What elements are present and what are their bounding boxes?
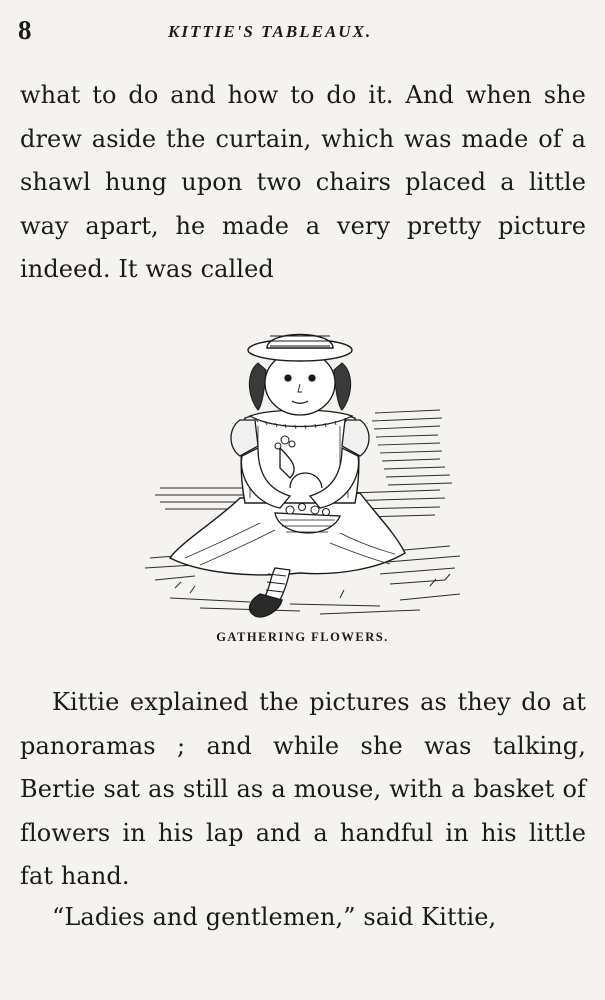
page-number: 8 xyxy=(18,15,32,45)
running-head xyxy=(18,14,587,46)
engraving-girl-with-flower-basket xyxy=(140,318,470,628)
paragraph-3: “Ladies and gentlemen,” said Kittie, xyxy=(52,903,497,931)
illustration-caption: GATHERING FLOWERS. xyxy=(216,630,389,644)
paragraph-1: what to do and how to do it. And when she drew aside the curtain, which was made of a shawl hung upon two chairs placed a little way apart, he made a very pretty picture indeed. It was called xyxy=(20,81,586,283)
paragraph-2: Kittie explained the pictures as they do at panoramas ; and while she was talking, Bertie sat as still as a mouse, with a basket of flowers in his lap and a handful in his little fat hand. xyxy=(20,688,586,890)
running-title: KITTIE'S TABLEAUX. xyxy=(168,22,373,41)
hat xyxy=(248,335,352,362)
shadow-scribble xyxy=(372,410,452,485)
